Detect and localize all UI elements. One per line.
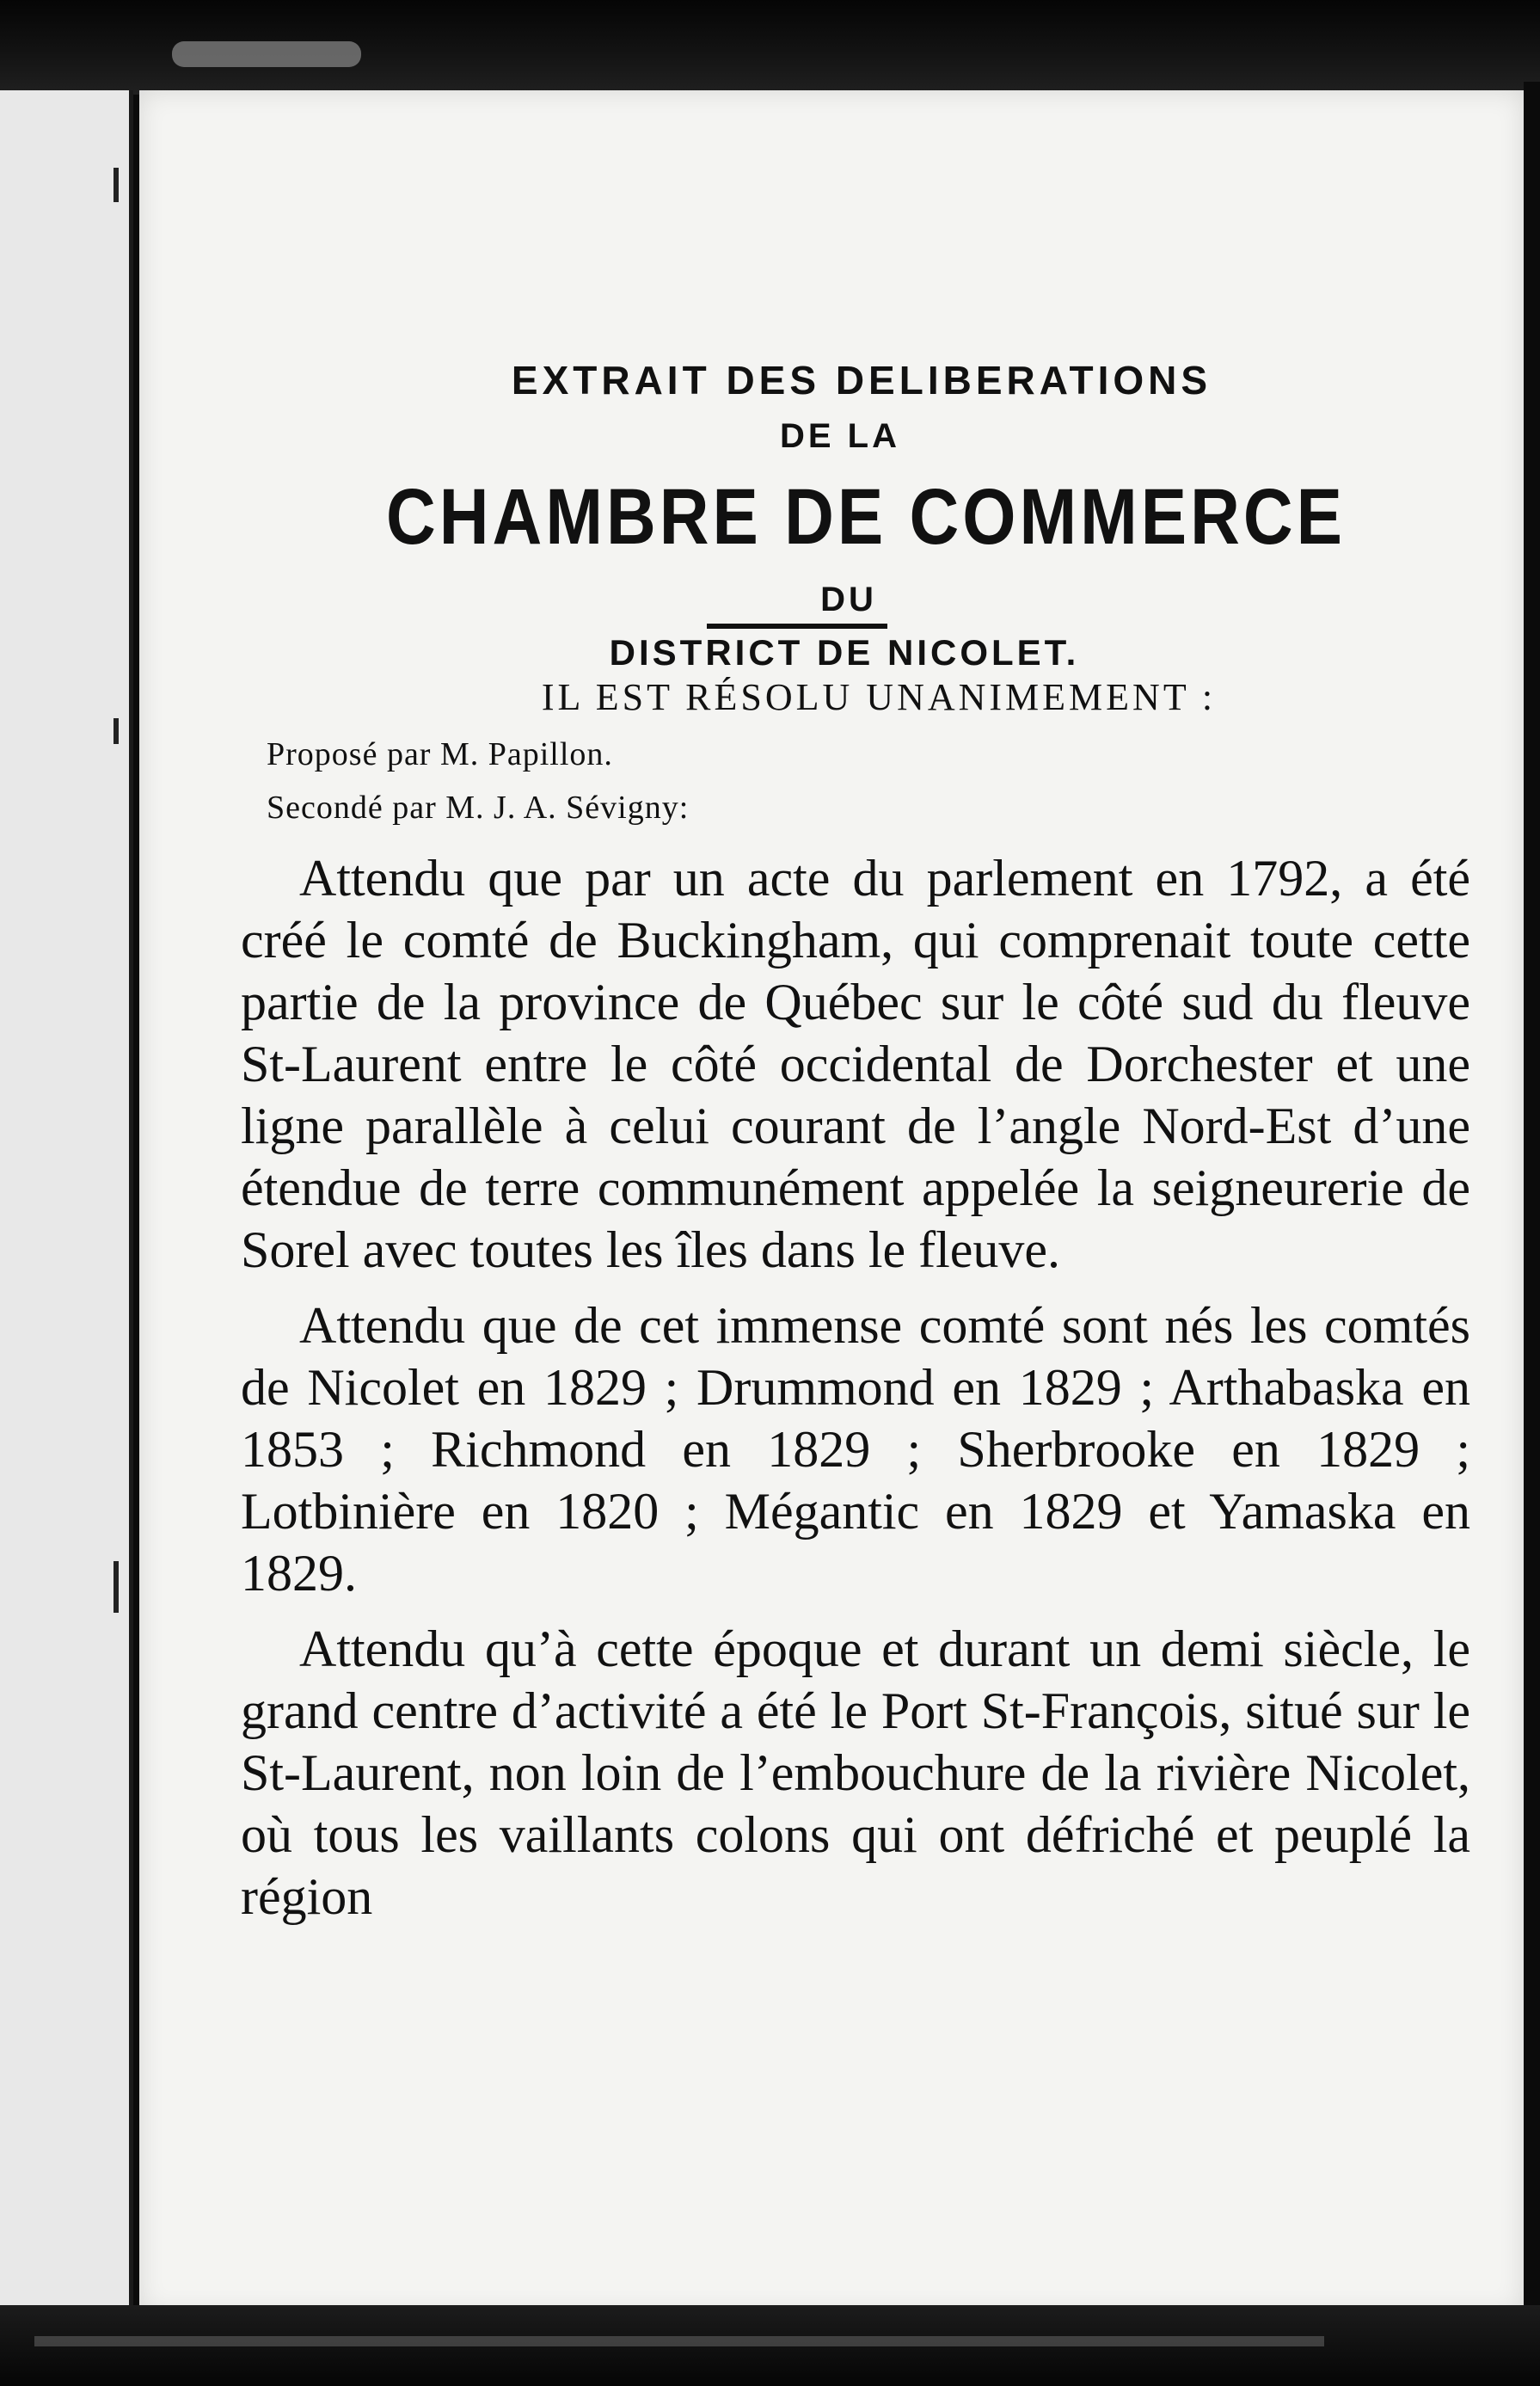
margin-mark <box>114 718 119 744</box>
proposed-by: Proposé par M. Papillon. <box>267 736 613 772</box>
facing-page-edge <box>0 90 133 2314</box>
header-line-district: DISTRICT DE NICOLET. <box>609 632 1080 673</box>
paragraph: Attendu que de cet immense comté sont nés les comtés de Nicolet en 1829 ; Drummond en 1829 ; Arthabaska en 1853 ; Richmond en 1829 ; Sherbrooke en 1829 ; Lotbinière en 1820 ; Mégantic en 1829 et Yamaska en 1829. <box>241 1297 1470 1602</box>
header-line-extrait: EXTRAIT DES DELIBERATIONS <box>511 358 1212 403</box>
margin-mark <box>114 1561 119 1613</box>
margin-mark <box>114 168 119 202</box>
scan-bottom-border <box>0 2305 1540 2386</box>
paragraph: Attendu que par un acte du parlement en 1792, a été créé le comté de Buckingham, qui comprenait toute cette partie de la province de Québec sur le côté sud du fleuve St-Laurent entre le côté occidental de Dorchester et une ligne parallèle à celui courant de l’angle Nord-Est d’une étendue de terre communément appelée la seigneurerie de Sorel avec toutes les îles dans le fleuve. <box>241 850 1470 1278</box>
seconded-by: Secondé par M. J. A. Sévigny: <box>267 790 690 826</box>
scan-top-border <box>0 0 1540 95</box>
paragraph: Attendu qu’à cette époque et durant un demi siècle, le grand centre d’activité a été le Port St-François, situé sur le St-Laurent, non loin de l’embouchure de la rivière Nicolet, où tous les vaillants colons qui ont défriché et peuplé la région <box>241 1620 1470 1925</box>
header-title-chambre: CHAMBRE DE COMMERCE <box>386 472 1346 561</box>
header-line-de-la: DE LA <box>780 417 900 455</box>
resolution-heading: IL EST RÉSOLU UNANIMEMENT : <box>541 676 1217 718</box>
header-line-du: DU <box>820 581 877 618</box>
document-page <box>139 90 1524 2314</box>
scan-right-border <box>1524 82 1540 2318</box>
resolution-body <box>241 847 1470 1941</box>
header-divider <box>707 624 887 629</box>
